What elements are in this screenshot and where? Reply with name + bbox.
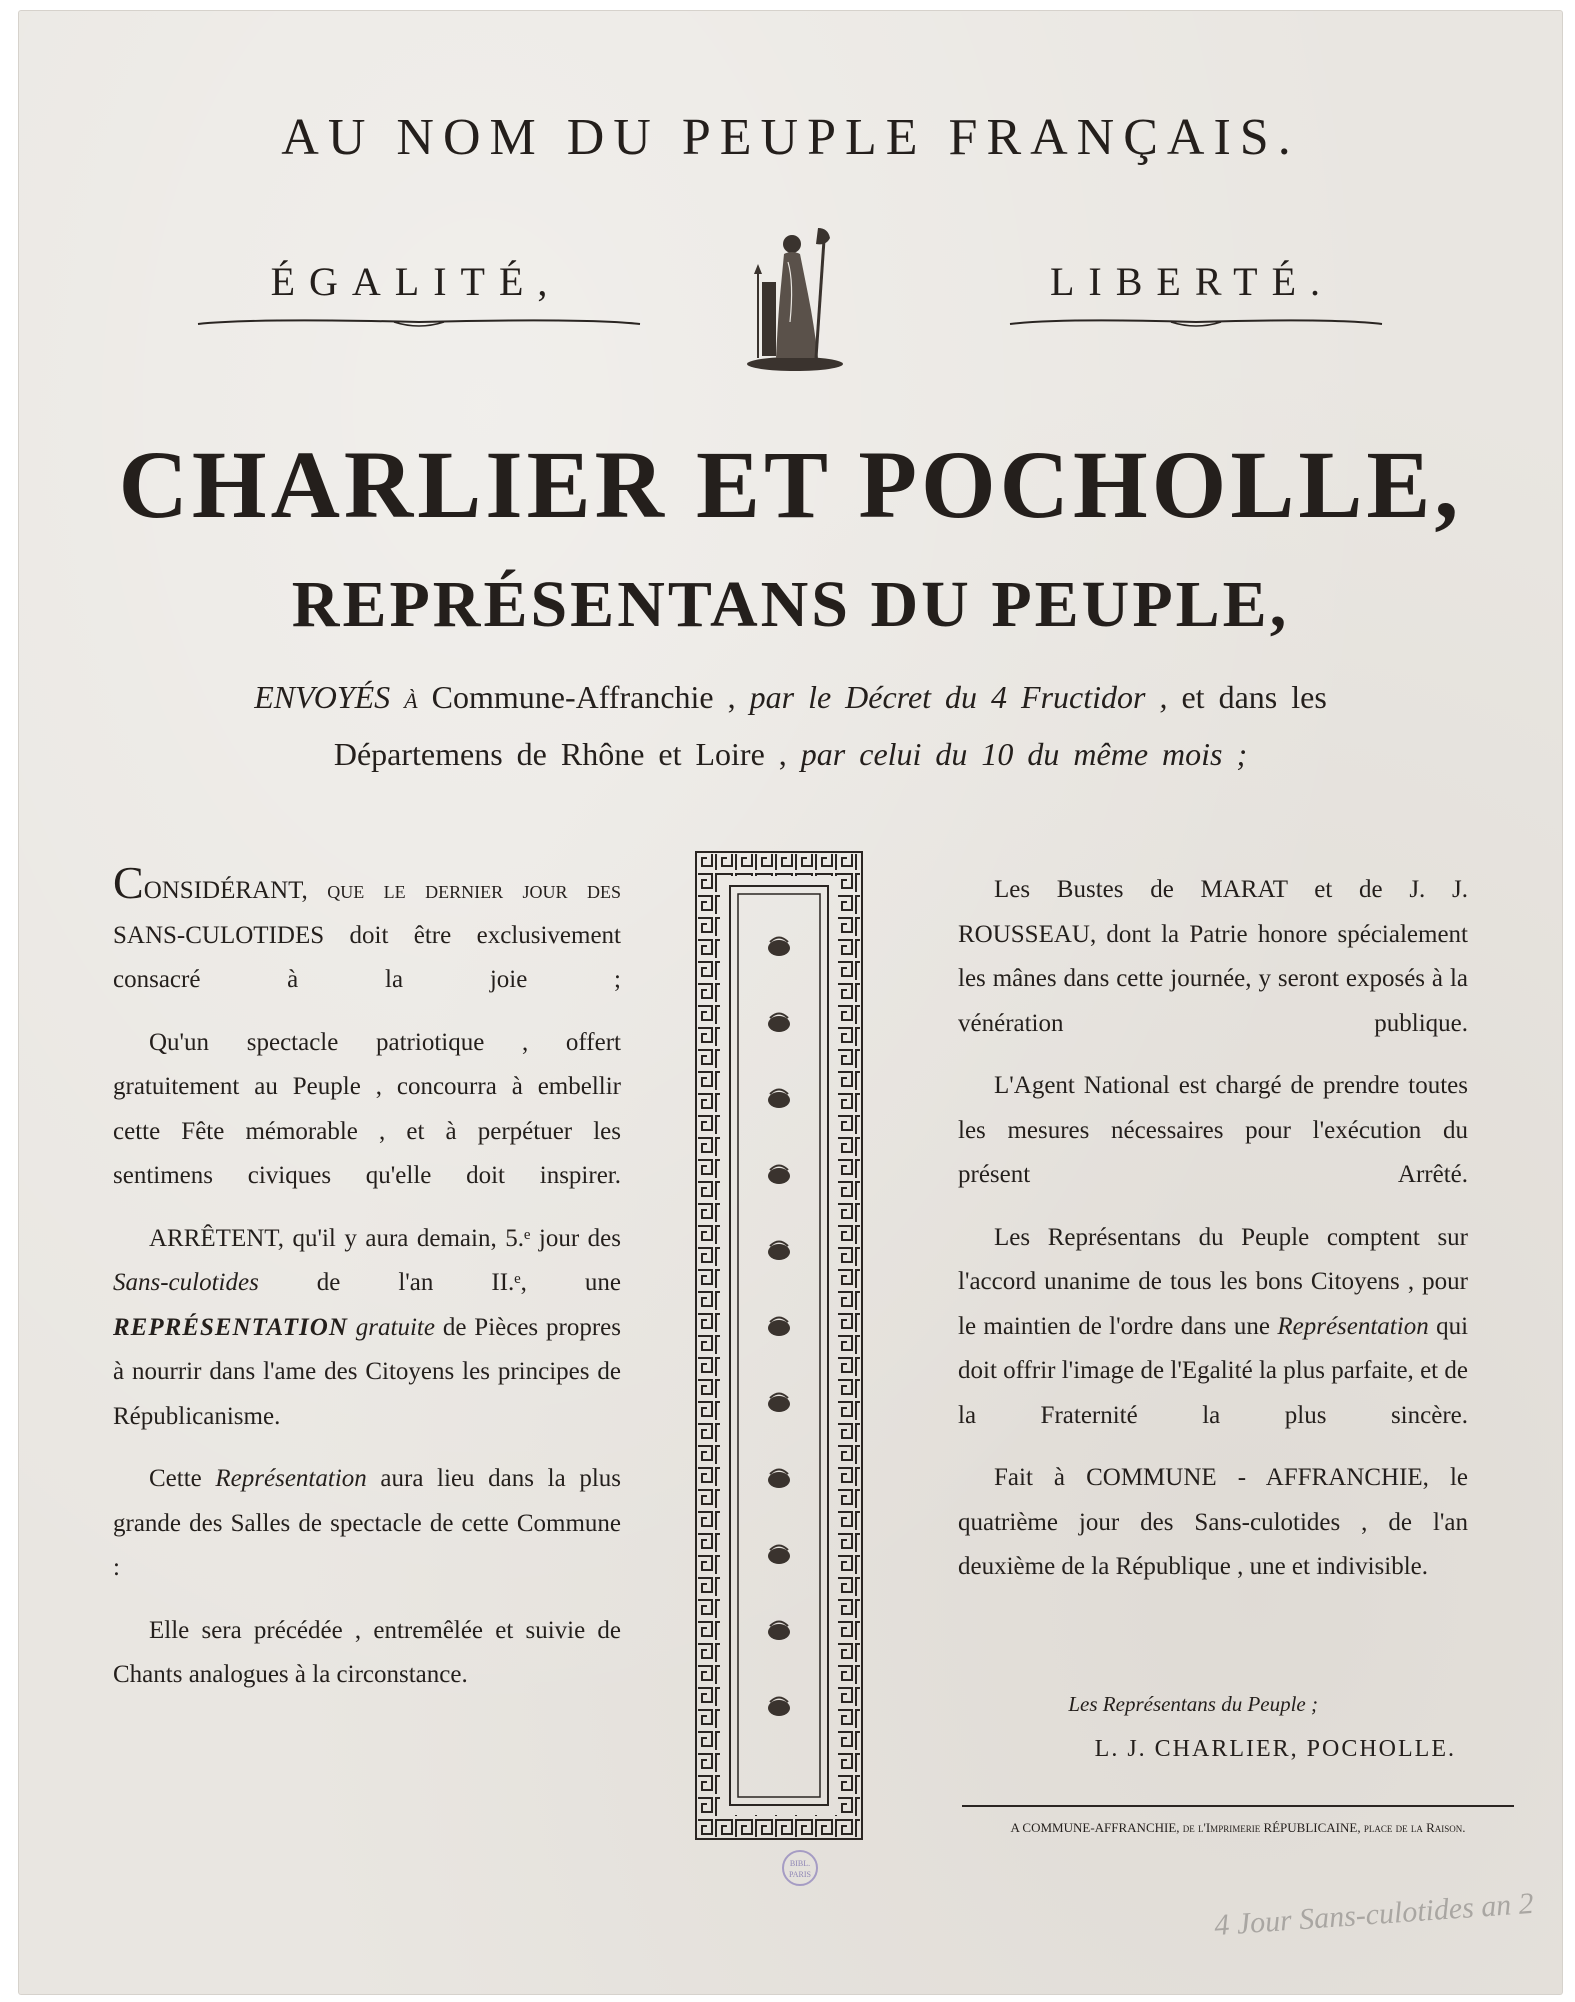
agent-national-paragraph: L'Agent National est chargé de prendre toutes les mesures nécessaires pour l'exécution du présent Arrêté.	[958, 1072, 1468, 1188]
rosette-ornament-icon	[768, 1624, 790, 1640]
rosette-ornament-icon	[768, 1548, 790, 1564]
decree-text: par le Décret du 4 Fructidor ,	[749, 679, 1168, 715]
arretent-paragraph: ARRÊTENT, qu'il y aura demain, 5.ᵉ jour des Sans-culotides de l'an II.ᵉ, une REPRÉSENTATION gratuite de Pièces propres à nourrir dans l'ame des Citoyens les principes de Républicanisme.	[113, 1224, 622, 1430]
rosette-ornament-icon	[768, 1244, 790, 1260]
spectacle-paragraph: Qu'un spectacle patriotique , offert gratuitement au Peuple , concourra à embellir cette Fête mémorable , et à perpétuer les sentimens civiques qu'elle doit inspirer.	[113, 1028, 621, 1189]
rosette-ornament-icon	[768, 1472, 790, 1488]
greek-key-border-ornament	[694, 850, 864, 1841]
dropcap-letter: C	[113, 857, 144, 908]
left-column	[113, 857, 622, 1698]
envoyes-label: ENVOYÉS à	[254, 679, 418, 715]
venue-paragraph: Cette Représentation aura lieu dans la plus grande des Salles de spectacle de cette Commune :	[113, 1465, 621, 1581]
imprint-rule	[962, 1805, 1514, 1807]
fait-a-paragraph: Fait à COMMUNE - AFFRANCHIE, le quatrième jour des Sans-culotides , de l'an deuxième de la République , une et indivisible.	[958, 1464, 1469, 1580]
rosette-ornament-icon	[768, 1168, 790, 1184]
signature-names: L. J. CHARLIER, POCHOLLE.	[1094, 1736, 1456, 1762]
rosette-ornament-icon	[768, 1396, 790, 1412]
right-column	[958, 868, 1468, 1590]
liberty-figure-icon	[740, 222, 850, 372]
considerant-paragraph: CONSIDÉRANT, que le dernier jour des SANS-CULOTIDES doit être exclusivement consacré à la joie ;	[113, 857, 621, 993]
rosette-ornament-icon	[768, 1092, 790, 1108]
chants-paragraph: Elle sera précédée , entremêlée et suivie de Chants analogues à la circonstance.	[113, 1616, 621, 1688]
second-decree-text: par celui du 10 du même mois ;	[800, 736, 1248, 772]
citoyens-paragraph: Les Représentans du Peuple comptent sur l'accord unanime de tous les bons Citoyens , pour le maintien de l'ordre dans une Représentation qui doit offrir l'image de l'Egalité la plus parfaite, et de la Fraternité la plus sincère.	[958, 1223, 1469, 1429]
connector-text: et dans les	[1181, 679, 1327, 715]
mission-line-2	[18, 732, 1563, 776]
page-subtitle: REPRÉSENTANS DU PEUPLE,	[291, 568, 1290, 641]
rosette-ornament-icon	[768, 1320, 790, 1336]
mission-line-1	[18, 675, 1563, 719]
printer-imprint: A COMMUNE-AFFRANCHIE, de l'Imprimerie RÉPUBLICAINE, place de la Raison.	[1010, 1820, 1466, 1835]
rosette-ornament-icon	[768, 940, 790, 956]
rosette-ornament-icon	[768, 1016, 790, 1032]
scroll-flourish-right	[1006, 316, 1386, 330]
page-title: CHARLIER ET POCHOLLE,	[118, 431, 1463, 538]
signature-label: Les Représentans du Peuple ;	[1068, 1692, 1318, 1716]
scroll-flourish-left	[194, 316, 644, 330]
departements-text: Départemens de Rhône et Loire ,	[333, 736, 787, 772]
rosette-ornament-icon	[768, 1700, 790, 1716]
motto-egalite: ÉGALITÉ,	[270, 259, 562, 304]
commune-name: Commune-Affranchie ,	[431, 679, 736, 715]
pencil-annotation: 4 Jour Sans-culotides an 2	[1213, 1886, 1535, 1943]
motto-liberte: LIBERTÉ.	[1049, 259, 1334, 304]
header-line: AU NOM DU PEUPLE FRANÇAIS.	[281, 109, 1300, 166]
library-stamp: BIBL. PARIS	[782, 1850, 818, 1886]
poster-sheet	[18, 10, 1563, 1995]
bustes-paragraph: Les Bustes de MARAT et de J. J. ROUSSEAU, dont la Patrie honore spécialement les mânes dans cette journée, y seront exposés à la vénération publique.	[958, 876, 1468, 1037]
